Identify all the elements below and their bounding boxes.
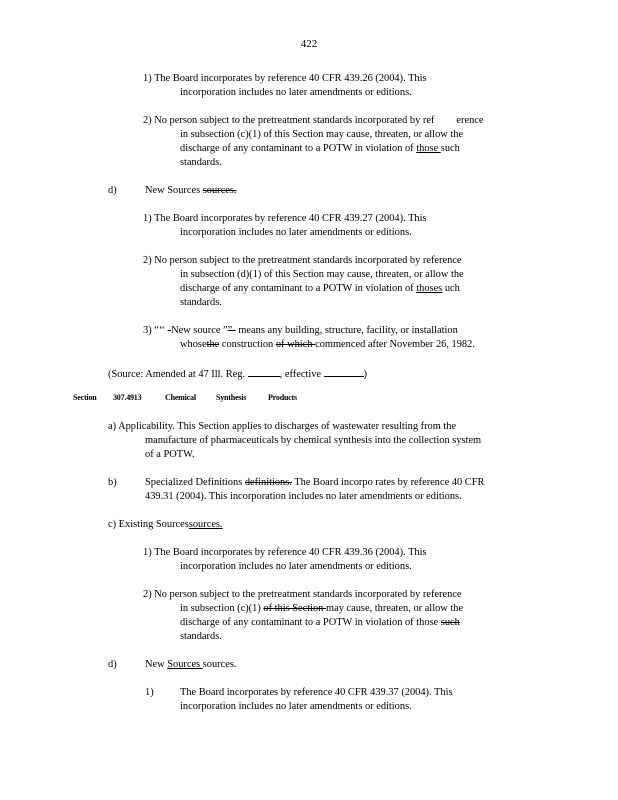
d1-3-quote: 3) “‘‘ — [143, 325, 168, 336]
c2-line-1-text: 2) No person subject to the pretreatment standards incorporated by ref — [143, 115, 435, 126]
d1-2-line-3-text: discharge of any contaminant to a POTW in violation of — [180, 283, 417, 294]
struck-of-which: of which — [275, 339, 316, 350]
d2-1-label: 1) — [145, 687, 154, 698]
d2-heading-sources: sources. — [202, 659, 237, 670]
source-note-middle: , effective — [279, 369, 324, 380]
d2-1-line-2: incorporation includes no later amendments or editions. — [180, 701, 412, 712]
struck-the: the — [206, 339, 220, 350]
c2-line-1-tail: erence — [456, 115, 484, 126]
d1-3-line-1 — [143, 324, 458, 338]
c2-line-2: in subsection (c)(1) of this Section may cause, threaten, or allow the — [180, 129, 464, 140]
d1-label: d) — [108, 185, 117, 196]
d2-label: d) — [108, 659, 117, 670]
section-title-word-2: Synthesis — [216, 393, 247, 402]
d1-heading-text: New Sources — [145, 185, 203, 196]
b-line-1-end: The Board incorpo rates by reference 40 CFR — [291, 477, 485, 488]
c2-line-4: standards. — [180, 157, 222, 168]
c-heading — [108, 518, 223, 532]
effective-blank — [324, 366, 364, 377]
d1-1-line-1: 1) The Board incorporates by reference 40 CFR 439.27 (2004). This — [143, 213, 427, 224]
c-2-line-2-end: may cause, threaten, or allow the — [326, 603, 464, 614]
c-2-line-3-text: discharge of any contaminant to a POTW in violation of those — [180, 617, 441, 628]
section-number: 307.4913 — [113, 393, 142, 402]
d1-heading — [145, 184, 236, 198]
c-1-line-1: 1) The Board incorporates by reference 40 CFR 439.36 (2004). This — [143, 547, 427, 558]
c2-line-3 — [180, 142, 460, 156]
inserted-those: those — [416, 143, 441, 154]
c-heading-underlined: sources. — [188, 519, 223, 530]
c1-line-1: 1) The Board incorporates by reference 40 CFR 439.26 (2004). This — [143, 73, 427, 84]
struck-dash: - — [167, 325, 172, 336]
a-line-1: a) Applicability. This Section applies to discharges of wastewater resulting from the — [108, 421, 457, 432]
section-title-word-3: Products — [268, 393, 297, 402]
d1-2-line-3 — [180, 282, 460, 296]
a-line-2: manufacture of pharmaceuticals by chemical synthesis into the collection system — [145, 435, 482, 446]
struck-of-this-section: of this Section — [263, 603, 327, 614]
section-label: Section — [73, 393, 97, 402]
source-note-start: (Source: Amended at 47 Ill. Reg. — [108, 369, 248, 380]
d1-1-line-2: incorporation includes no later amendments or editions. — [180, 227, 412, 238]
whose-word: whose — [180, 339, 207, 350]
construction-word: construction — [219, 339, 276, 350]
struck-such: such — [440, 617, 460, 628]
d1-3-line-2-end: commenced after November 26, 1982. — [315, 339, 475, 350]
c1-line-2: incorporation includes no later amendments or editions. — [180, 87, 412, 98]
d2-heading-sources-underlined: Sources — [167, 659, 203, 670]
d1-2-line-2: in subsection (d)(1) of this Section may cause, threaten, or allow the — [180, 269, 464, 280]
source-note — [108, 366, 367, 382]
b-line-2: 439.31 (2004). This incorporation includes no later amendments or editions. — [145, 491, 462, 502]
page-number: 422 — [300, 38, 318, 50]
c-2-line-1: 2) No person subject to the pretreatment standards incorporated by reference — [143, 589, 462, 600]
reg-blank — [248, 366, 280, 377]
a-line-3: of a POTW. — [145, 449, 195, 460]
d2-heading — [145, 658, 236, 672]
d2-1-line-1: The Board incorporates by reference 40 CFR 439.37 (2004). This — [180, 687, 453, 698]
c-2-line-4: standards. — [180, 631, 222, 642]
struck-definitions: definitions. — [244, 477, 292, 488]
d1-2-line-1: 2) No person subject to the pretreatment standards incorporated by reference — [143, 255, 462, 266]
d1-3-definition: means any building, structure, facility, or installation — [235, 325, 458, 336]
c-heading-text: c) Existing Sources — [108, 519, 189, 530]
section-title-word-1: Chemical — [165, 393, 196, 402]
d1-3-line-2 — [180, 338, 475, 352]
struck-quote: ”- — [227, 325, 236, 336]
c-2-line-2-start: in subsection (c)(1) — [180, 603, 264, 614]
d1-2-line-4: standards. — [180, 297, 222, 308]
b-label: b) — [108, 477, 117, 488]
struck-sources: sources. — [202, 185, 237, 196]
b-line-1 — [145, 476, 484, 490]
c-2-line-3 — [180, 616, 460, 630]
c-2-line-2 — [180, 602, 463, 616]
d1-2-line-3-end: uch — [442, 283, 460, 294]
c2-line-3-text: discharge of any contaminant to a POTW in violation of — [180, 143, 417, 154]
d2-heading-new: New — [145, 659, 168, 670]
c-1-line-2: incorporation includes no later amendments or editions. — [180, 561, 412, 572]
inserted-thoses: thoses — [416, 283, 443, 294]
c2-line-3-end: such — [440, 143, 460, 154]
c2-line-1 — [143, 114, 484, 128]
d1-3-term: New source ” — [171, 325, 228, 336]
source-note-end: ) — [363, 369, 368, 380]
b-heading: Specialized Definitions — [145, 477, 245, 488]
